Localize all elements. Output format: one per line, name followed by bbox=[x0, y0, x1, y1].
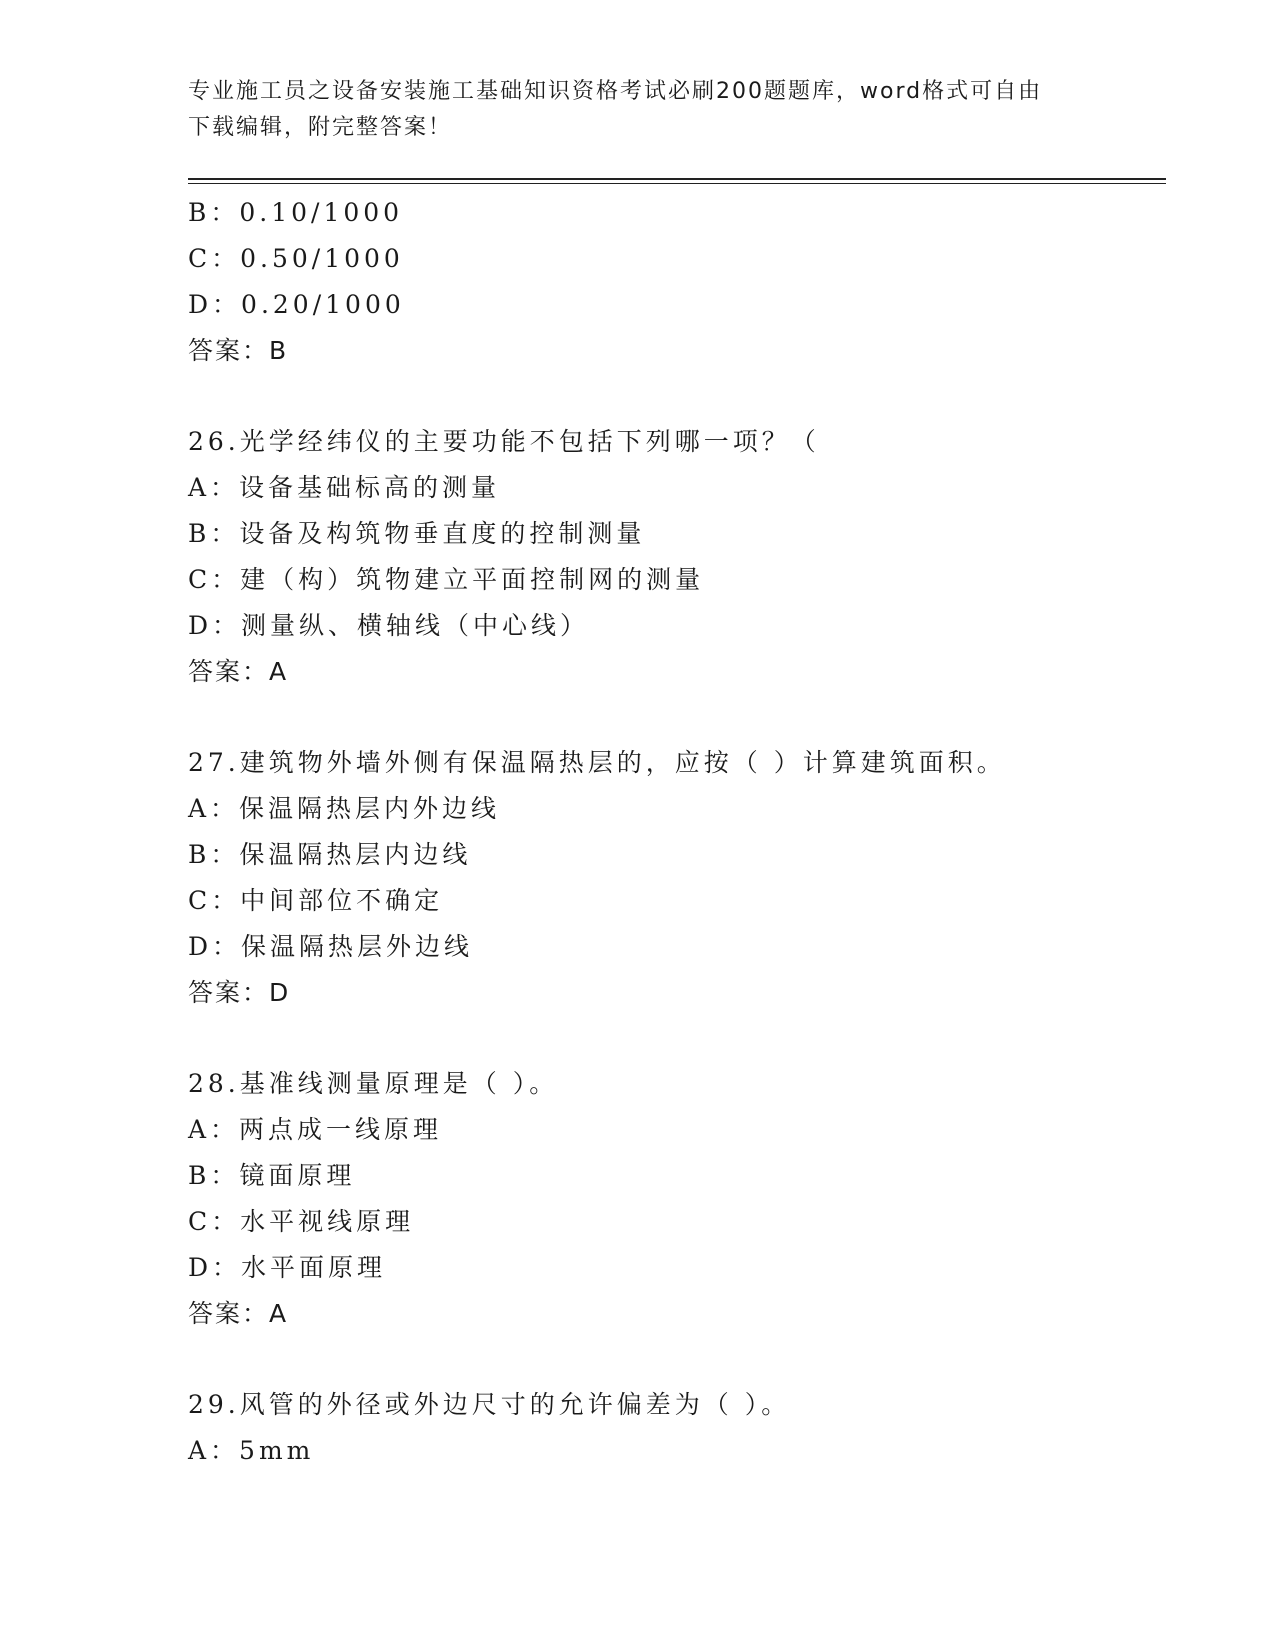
answer-line: 答案：D bbox=[188, 978, 291, 1007]
option-c: C：建（构）筑物建立平面控制网的测量 bbox=[188, 565, 705, 594]
question-text: 29.风管的外径或外边尺寸的允许偏差为（ ）。 bbox=[188, 1390, 791, 1419]
header-divider-thick bbox=[188, 178, 1166, 180]
question-text: 28.基准线测量原理是（ ）。 bbox=[188, 1069, 559, 1098]
question-27 bbox=[188, 740, 1168, 1016]
question-text: 27.建筑物外墙外侧有保温隔热层的，应按（ ）计算建筑面积。 bbox=[188, 748, 1006, 777]
option-b: B：镜面原理 bbox=[188, 1161, 356, 1190]
question-28 bbox=[188, 1061, 1168, 1337]
option-a: A：设备基础标高的测量 bbox=[188, 473, 501, 502]
question-25 bbox=[188, 190, 1168, 374]
option-b: B：0.10/1000 bbox=[188, 198, 404, 227]
question-text: 26.光学经纬仪的主要功能不包括下列哪一项？（ bbox=[188, 427, 820, 456]
option-b: B：保温隔热层内边线 bbox=[188, 840, 472, 869]
answer-line: 答案：A bbox=[188, 657, 289, 686]
option-a: A：保温隔热层内外边线 bbox=[188, 794, 501, 823]
answer-line: 答案：B bbox=[188, 336, 289, 365]
option-a: A：5mm bbox=[188, 1436, 315, 1465]
option-d: D：水平面原理 bbox=[188, 1253, 387, 1282]
option-a: A：两点成一线原理 bbox=[188, 1115, 443, 1144]
question-29 bbox=[188, 1382, 1168, 1474]
option-c: C：0.50/1000 bbox=[188, 244, 404, 273]
answer-line: 答案：A bbox=[188, 1299, 289, 1328]
question-list bbox=[188, 190, 1168, 1474]
option-c: C：水平视线原理 bbox=[188, 1207, 415, 1236]
option-c: C：中间部位不确定 bbox=[188, 886, 444, 915]
header-line-2: 下载编辑，附完整答案！ bbox=[188, 115, 453, 140]
option-d: D：保温隔热层外边线 bbox=[188, 932, 474, 961]
header-line-1: 专业施工员之设备安装施工基础知识资格考试必刷200题题库，word格式可自由 bbox=[188, 79, 1043, 104]
option-b: B：设备及构筑物垂直度的控制测量 bbox=[188, 519, 646, 548]
option-d: D：测量纵、横轴线（中心线） bbox=[188, 611, 590, 640]
option-d: D：0.20/1000 bbox=[188, 290, 405, 319]
header-divider-thin bbox=[188, 183, 1166, 184]
document-header bbox=[188, 74, 1088, 146]
question-26 bbox=[188, 419, 1168, 695]
